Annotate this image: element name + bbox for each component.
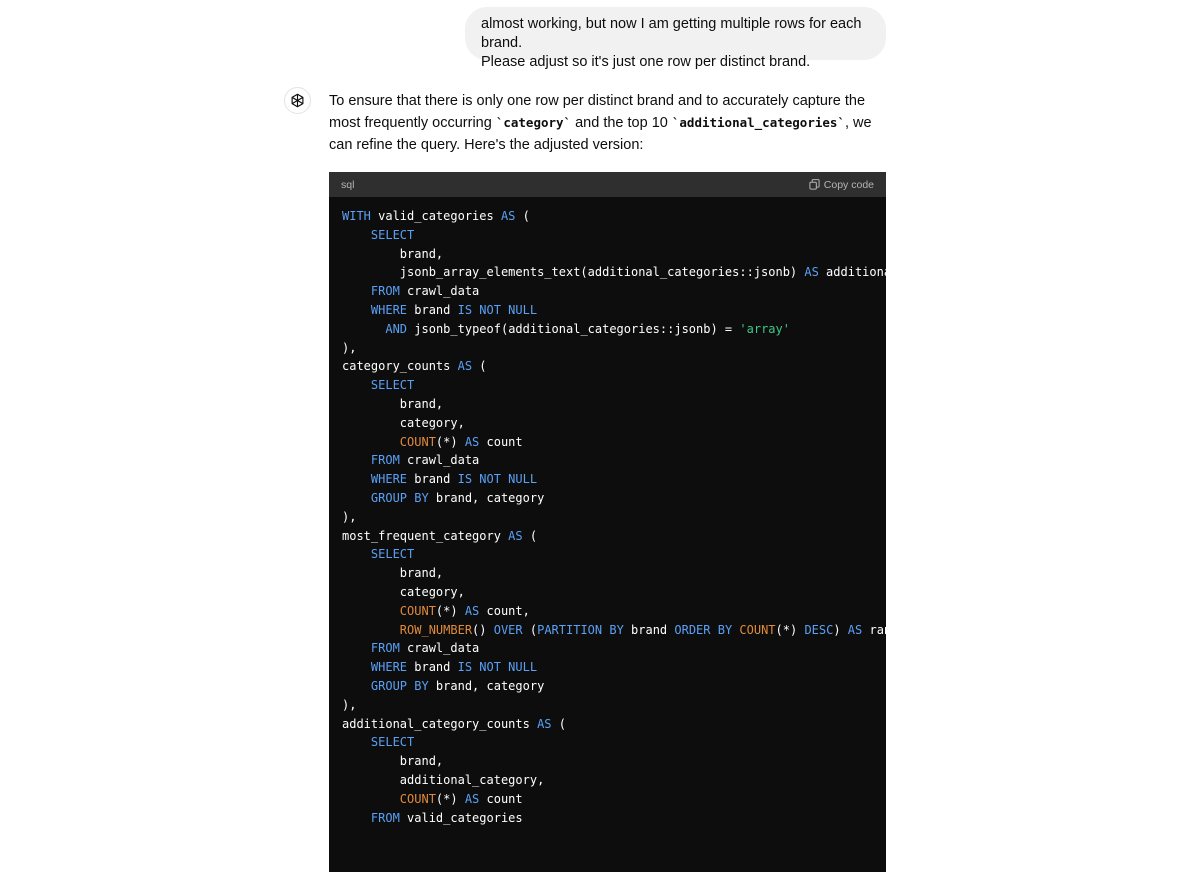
code-token	[342, 792, 400, 806]
code-token	[342, 284, 371, 298]
code-token: brand	[407, 472, 458, 487]
code-token: AS	[464, 434, 480, 449]
code-token: AS	[508, 528, 523, 543]
code-token: GROUP BY	[370, 490, 429, 505]
code-token	[342, 547, 371, 561]
user-message-bubble	[465, 7, 886, 70]
code-line	[342, 489, 886, 508]
code-token: SELECT	[370, 547, 415, 562]
code-token: COUNT	[399, 791, 436, 806]
openai-logo-icon	[289, 92, 306, 109]
code-token: WHERE	[370, 472, 408, 487]
code-token: additional_category	[818, 265, 964, 280]
code-token: COUNT	[399, 434, 436, 449]
code-line	[342, 414, 886, 433]
code-token: FROM	[370, 641, 400, 656]
code-line	[342, 470, 886, 489]
code-line	[342, 715, 886, 734]
code-token: brand	[407, 660, 458, 675]
code-line	[342, 451, 886, 470]
code-token	[342, 491, 371, 505]
code-token: jsonb_array_elements_text(additional_categories::jsonb)	[342, 265, 805, 280]
code-token: DESC	[804, 622, 834, 637]
intro-text-part-2: and the top 10	[571, 115, 672, 131]
code-token: SELECT	[370, 378, 415, 393]
code-token: ORDER BY	[674, 622, 733, 637]
intro-text-part-3: , we can refine the query. Here's the adjusted version:	[329, 115, 872, 153]
code-line	[342, 696, 886, 715]
code-line	[342, 357, 886, 376]
code-token: brand,	[342, 396, 444, 411]
code-token: brand,	[342, 566, 444, 581]
code-token	[342, 623, 400, 637]
code-token: )	[833, 622, 848, 637]
code-line	[342, 545, 886, 564]
copy-code-label: Copy code	[823, 178, 874, 191]
code-line	[342, 771, 886, 790]
code-token: AS	[804, 265, 819, 280]
code-line	[342, 790, 886, 809]
code-token: (	[472, 359, 487, 374]
inline-code-additional-categories: `additional_categories`	[671, 115, 845, 130]
code-token: IS NOT NULL	[457, 660, 538, 675]
code-token: AS	[500, 209, 516, 223]
code-line	[342, 583, 886, 602]
code-token: most_frequent_category	[342, 528, 509, 543]
code-content	[329, 197, 964, 827]
code-token: valid_categories	[370, 209, 501, 223]
code-token	[342, 660, 371, 674]
code-token: count	[479, 434, 523, 449]
code-token: brand	[407, 302, 458, 317]
code-line	[342, 752, 886, 771]
code-token: AS	[464, 791, 480, 806]
code-token: valid_categories	[399, 810, 523, 825]
code-token: AS	[457, 359, 473, 374]
code-token: WHERE	[370, 302, 408, 317]
code-token: WHERE	[370, 660, 408, 675]
code-line	[342, 395, 886, 414]
code-line	[342, 320, 886, 339]
code-token: ()	[472, 622, 494, 637]
code-language-label: sql	[341, 178, 355, 191]
code-token: FROM	[370, 810, 400, 825]
code-token: IS NOT NULL	[457, 472, 538, 487]
code-token: brand, category	[428, 490, 545, 505]
code-token: brand,	[342, 246, 444, 261]
code-token: additional_category,	[342, 772, 545, 787]
code-line	[342, 508, 886, 527]
code-token: GROUP BY	[370, 678, 429, 693]
code-token: brand,	[342, 754, 444, 769]
code-token: brand	[623, 622, 675, 637]
code-token: AS	[537, 716, 552, 731]
code-token: (*)	[435, 603, 465, 618]
code-line	[342, 639, 886, 658]
assistant-avatar	[284, 87, 311, 114]
code-token	[342, 641, 371, 655]
code-block-header	[329, 172, 886, 197]
code-line	[342, 527, 886, 546]
code-token: (	[522, 622, 538, 637]
code-token: ),	[342, 340, 357, 355]
code-token: count,	[479, 603, 530, 618]
code-token	[342, 378, 371, 392]
code-line	[342, 733, 886, 752]
intro-text-part-1: To ensure that there is only one row per distinct brand and to accurately capture the most frequently occurring	[329, 93, 866, 131]
code-token: category,	[342, 415, 465, 430]
code-line	[342, 809, 886, 828]
code-token: (*)	[775, 622, 805, 637]
code-token	[342, 735, 371, 749]
code-line	[342, 226, 886, 245]
code-token: (*)	[435, 791, 465, 806]
code-token: category,	[342, 584, 465, 599]
code-token: AS	[847, 622, 863, 637]
code-token	[342, 228, 371, 242]
code-token: (	[551, 716, 566, 731]
code-line	[342, 301, 886, 320]
code-token: COUNT	[399, 603, 436, 618]
code-token: FROM	[370, 453, 400, 468]
code-line	[342, 263, 964, 282]
code-line	[342, 339, 886, 358]
code-token: FROM	[370, 284, 400, 299]
code-token: (*)	[435, 434, 465, 449]
code-token: count	[479, 791, 523, 806]
code-token	[342, 472, 371, 486]
user-message-line-1: almost working, but now I am getting multiple rows for each brand.	[481, 16, 862, 51]
code-token: crawl_data	[399, 284, 480, 299]
code-line	[342, 245, 886, 264]
code-token: rank	[862, 622, 899, 637]
code-token: SELECT	[370, 735, 415, 750]
code-token: brand, category	[428, 678, 545, 693]
code-line	[342, 658, 886, 677]
code-token: OVER	[493, 622, 523, 637]
code-token: (	[515, 209, 530, 223]
code-block	[329, 172, 964, 872]
code-token	[342, 435, 400, 449]
code-token: ROW_NUMBER	[399, 622, 473, 637]
code-token: COUNT	[739, 622, 776, 637]
code-token	[342, 322, 385, 336]
code-token: category_counts	[342, 359, 458, 374]
code-line	[342, 621, 899, 640]
code-token: IS NOT NULL	[457, 302, 538, 317]
copy-icon	[809, 179, 820, 190]
inline-code-category: `category`	[495, 115, 572, 130]
code-token: additional_category_counts	[342, 716, 538, 731]
code-token	[342, 604, 400, 618]
assistant-message-text	[329, 90, 889, 156]
code-token: SELECT	[370, 227, 415, 242]
code-token: WITH	[342, 209, 371, 223]
code-line	[342, 376, 886, 395]
code-token: PARTITION BY	[537, 622, 624, 637]
code-token: jsonb_typeof(additional_categories::jsonb) =	[407, 321, 740, 336]
code-token: crawl_data	[399, 453, 480, 468]
code-token: ),	[342, 697, 357, 712]
user-message-line-2: Please adjust so it's just one row per distinct brand.	[481, 54, 811, 70]
code-token: AND	[385, 321, 408, 336]
code-line	[342, 207, 886, 226]
code-line	[342, 677, 886, 696]
code-token	[342, 453, 371, 467]
code-token	[342, 679, 371, 693]
code-line	[342, 282, 886, 301]
code-token: ),	[342, 509, 357, 524]
code-token: (	[522, 528, 538, 543]
code-token: 'array'	[739, 321, 790, 336]
code-line	[342, 433, 886, 452]
code-line	[342, 602, 886, 621]
code-token	[342, 303, 371, 317]
code-token: AS	[464, 603, 480, 618]
code-token	[342, 811, 371, 825]
copy-code-button[interactable]	[809, 179, 874, 191]
code-line	[342, 564, 886, 583]
code-token: crawl_data	[399, 641, 480, 656]
